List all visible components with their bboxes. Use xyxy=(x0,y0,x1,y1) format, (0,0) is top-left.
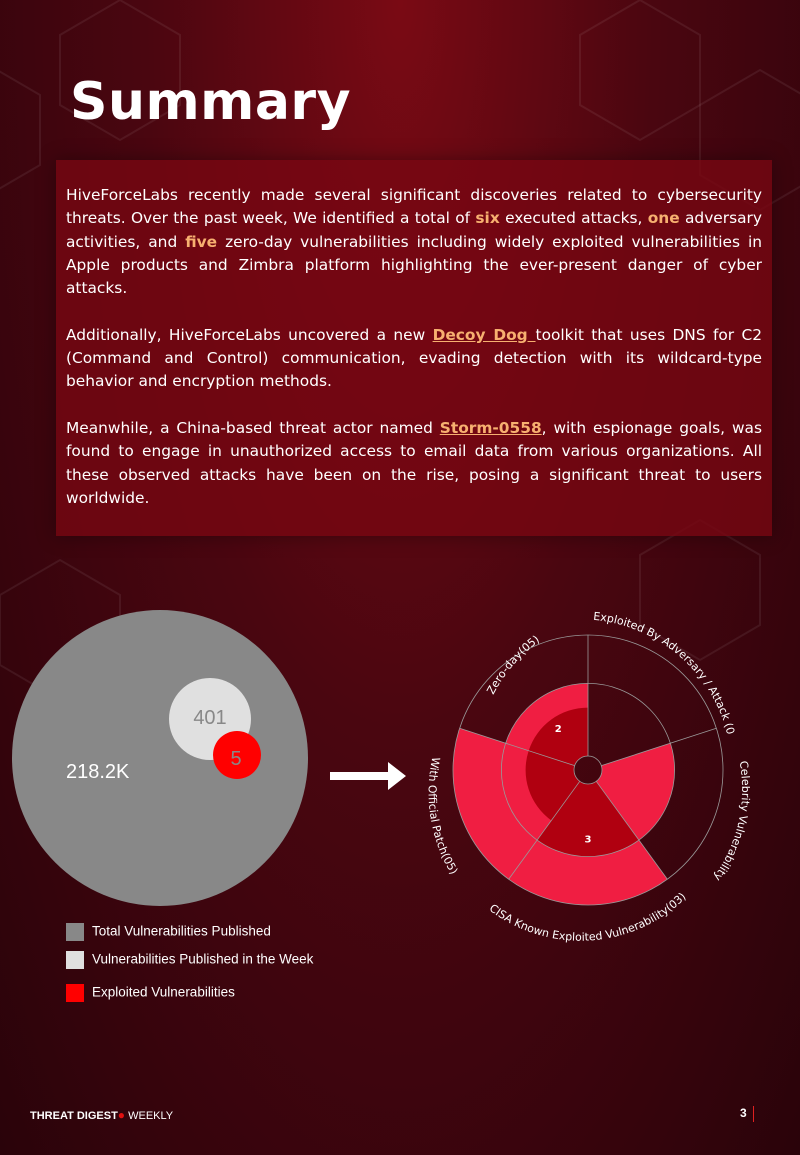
polar-label-exploited-by-adversary: Exploited By Adversary / Attack (0 xyxy=(592,609,738,736)
zero-day-count: five xyxy=(185,232,218,251)
footer-dot-icon: ● xyxy=(117,1108,126,1122)
text-span: toolkit that uses DNS for C2 (Command and Control) communication, evading detection with its wildcard-type behavior and encryption methods. xyxy=(66,325,762,391)
exploited-vulnerabilities-label: 5 xyxy=(230,748,242,770)
summary-paragraph-1 xyxy=(66,184,762,300)
text-span: adversary activities, and xyxy=(66,209,762,251)
polar-label-cisa-kev: CISA Known Exploited Vulnerability(03) xyxy=(486,890,689,944)
legend-item-total xyxy=(66,923,271,941)
legend-label-week: Vulnerabilities Published in the Week xyxy=(92,951,314,967)
total-vulnerabilities-label: 218.2K xyxy=(66,761,130,783)
footer-weekly: WEEKLY xyxy=(125,1110,174,1122)
page-number-divider xyxy=(753,1106,754,1122)
legend-label-exploited: Exploited Vulnerabilities xyxy=(92,984,235,1000)
vulnerability-polar-chart xyxy=(400,590,800,950)
legend-swatch-week xyxy=(66,951,84,969)
text-span: HiveForceLabs recently made several significant discoveries related to cybersecurity threats. Over the past week, We identified a total of xyxy=(66,186,762,228)
legend-item-week xyxy=(66,951,313,969)
footer-brand xyxy=(30,1108,173,1122)
polar-label-official-patch: With Official Patch(05) xyxy=(425,755,461,877)
legend-label-total: Total Vulnerabilities Published xyxy=(92,923,271,939)
text-span: zero-day vulnerabilities including widely exploited vulnerabilities in Apple products and Zimbra platform highlighting the ever-present danger of cyber attacks. xyxy=(66,232,762,298)
week-vulnerabilities-label: 401 xyxy=(193,707,227,729)
text-span: Meanwhile, a China-based threat actor named xyxy=(66,418,440,437)
legend-swatch-exploited xyxy=(66,984,84,1002)
right-arrow-icon xyxy=(330,762,408,790)
legend-swatch-total xyxy=(66,923,84,941)
vulnerability-bubble-chart xyxy=(0,590,330,910)
summary-text xyxy=(66,184,762,533)
attacks-count: six xyxy=(475,209,500,228)
summary-paragraph-2 xyxy=(66,324,762,394)
polar-label-zero-day: Zero-day(05) xyxy=(484,632,542,697)
polar-data-label: 3 xyxy=(584,834,592,846)
storm-0558-link[interactable]: Storm-0558 xyxy=(439,418,542,437)
text-span: , with espionage goals, was found to engage in unauthorized access to email data from various organizations. All these observed attacks have been on the rise, posing a significant threat to users worldwide. xyxy=(66,418,763,507)
polar-grid-ring xyxy=(574,756,602,784)
page-title: Summary xyxy=(70,72,351,132)
decoy-dog-link[interactable]: Decoy Dog xyxy=(432,325,536,344)
footer-brand-name: THREAT DIGEST xyxy=(30,1110,118,1122)
page-number-text: 3 xyxy=(740,1106,747,1121)
summary-paragraph-3 xyxy=(66,417,762,510)
adversary-count: one xyxy=(647,209,680,228)
polar-label-celebrity-vulnerability: Celebrity Vulnerability xyxy=(710,759,753,884)
total-vulnerabilities-bubble xyxy=(12,610,308,906)
text-span: Additionally, HiveForceLabs uncovered a new xyxy=(66,325,433,344)
polar-data-label: 2 xyxy=(554,724,562,736)
page-number xyxy=(740,1106,754,1122)
text-span: executed attacks, xyxy=(499,209,648,228)
legend-item-exploited xyxy=(66,984,235,1002)
